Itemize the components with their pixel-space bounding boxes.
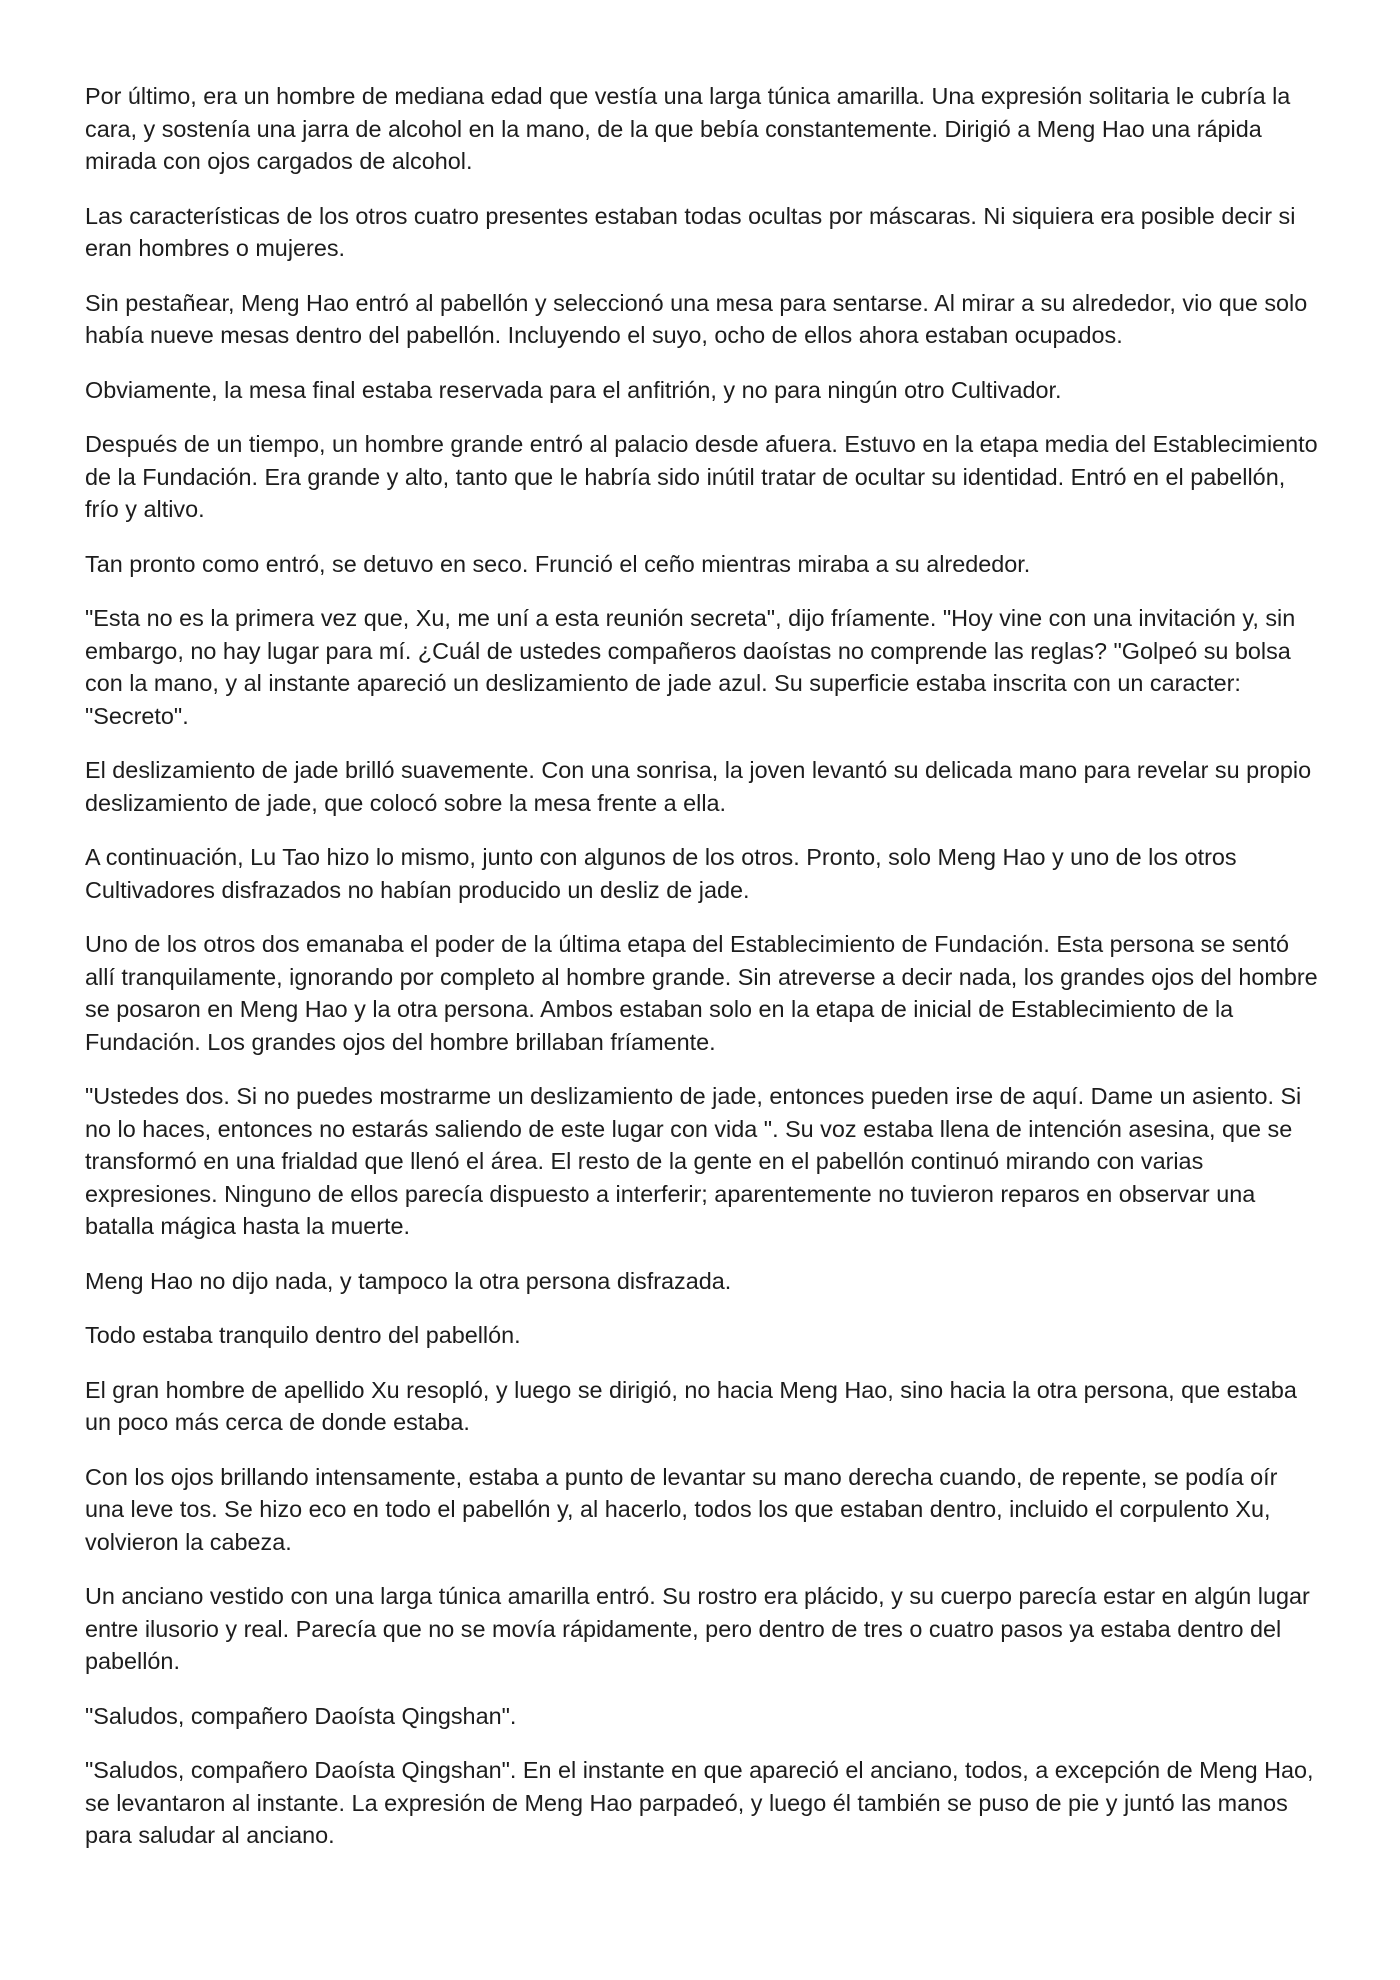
paragraph-13: Todo estaba tranquilo dentro del pabellón. [85, 1322, 521, 1348]
paragraph-11: "Ustedes dos. Si no puedes mostrarme un deslizamiento de jade, entonces pueden irse de aquí. Dame un asiento. Si no lo haces, entonces no estarás saliendo de este lugar con vida ". Su voz estaba llena de intención asesina, que se transformó en una frialdad que llenó el área. El resto de la gente en el pabellón continuó mirando con varias expresiones. Ninguno de ellos parecía dispuesto a interferir; aparentemente no tuvieron reparos en observar una batalla mágica hasta la muerte. [85, 1083, 1302, 1239]
paragraph-9: A continuación, Lu Tao hizo lo mismo, junto con algunos de los otros. Pronto, solo Meng Hao y uno de los otros Cultivadores disfrazados no habían producido un desliz de jade. [85, 844, 1237, 903]
paragraph-2: Las características de los otros cuatro presentes estaban todas ocultas por máscaras. Ni siquiera era posible decir si eran hombres o mujeres. [85, 202, 1296, 261]
paragraph-10: Uno de los otros dos emanaba el poder de la última etapa del Establecimiento de Fundación. Esta persona se sentó allí tranquilamente, ignorando por completo al hombre grande. Sin atreverse a decir nada, los grandes ojos del hombre se posaron en Meng Hao y la otra persona. Ambos estaban solo en la etapa de inicial de Establecimiento de la Fundación. Los grandes ojos del hombre brillaban fríamente. [85, 931, 1318, 1055]
paragraph-14: El gran hombre de apellido Xu resopló, y luego se dirigió, no hacia Meng Hao, sino hacia la otra persona, que estaba un poco más cerca de donde estaba. [85, 1376, 1297, 1435]
paragraph-7: "Esta no es la primera vez que, Xu, me uní a esta reunión secreta", dijo fríamente. "Hoy vine con una invitación y, sin embargo, no hay lugar para mí. ¿Cuál de ustedes compañeros daoístas no comprende las reglas? "Golpeó su bolsa con la mano, y al instante apareció un deslizamiento de jade azul. Su superficie estaba inscrita con un caracter: "Secreto". [85, 605, 1296, 729]
paragraph-3: Sin pestañear, Meng Hao entró al pabellón y seleccionó una mesa para sentarse. Al mirar a su alrededor, vio que solo había nueve mesas dentro del pabellón. Incluyendo el suyo, ocho de ellos ahora estaban ocupados. [85, 289, 1308, 348]
paragraph-8: El deslizamiento de jade brilló suavemente. Con una sonrisa, la joven levantó su delicada mano para revelar su propio deslizamiento de jade, que colocó sobre la mesa frente a ella. [85, 757, 1312, 816]
paragraph-6: Tan pronto como entró, se detuvo en seco. Frunció el ceño mientras miraba a su alrededor. [85, 550, 1031, 577]
paragraph-1: Por último, era un hombre de mediana edad que vestía una larga túnica amarilla. Una expresión solitaria le cubría la cara, y sostenía una jarra de alcohol en la mano, de la que bebía constantemente. Dirigió a Meng Hao una rápida mirada con ojos cargados de alcohol. [85, 83, 1291, 174]
paragraph-16: Un anciano vestido con una larga túnica amarilla entró. Su rostro era plácido, y su cuerpo parecía estar en algún lugar entre ilusorio y real. Parecía que no se movía rápidamente, pero dentro de tres o cuatro pasos ya estaba dentro del pabellón. [85, 1583, 1310, 1674]
paragraph-4: Obviamente, la mesa final estaba reservada para el anfitrión, y no para ningún otro Cultivador. [85, 376, 1062, 403]
paragraph-17: "Saludos, compañero Daoísta Qingshan". [85, 1702, 517, 1729]
paragraph-18: "Saludos, compañero Daoísta Qingshan". En el instante en que apareció el anciano, todos, a excepción de Meng Hao, se levantaron al instante. La expresión de Meng Hao parpadeó, y luego él también se puso de pie y juntó las manos para saludar al anciano. [85, 1757, 1314, 1848]
document-page [85, 80, 1320, 1874]
paragraph-12: Meng Hao no dijo nada, y tampoco la otra persona disfrazada. [85, 1267, 732, 1294]
paragraph-5: Después de un tiempo, un hombre grande entró al palacio desde afuera. Estuvo en la etapa media del Establecimiento de la Fundación. Era grande y alto, tanto que le habría sido inútil tratar de ocultar su identidad. Entró en el pabellón, frío y altivo. [85, 431, 1318, 522]
paragraph-15: Con los ojos brillando intensamente, estaba a punto de levantar su mano derecha cuando, de repente, se podía oír una leve tos. Se hizo eco en todo el pabellón y, al hacerlo, todos los que estaban dentro, incluido el corpulento Xu, volvieron la cabeza. [85, 1463, 1278, 1555]
